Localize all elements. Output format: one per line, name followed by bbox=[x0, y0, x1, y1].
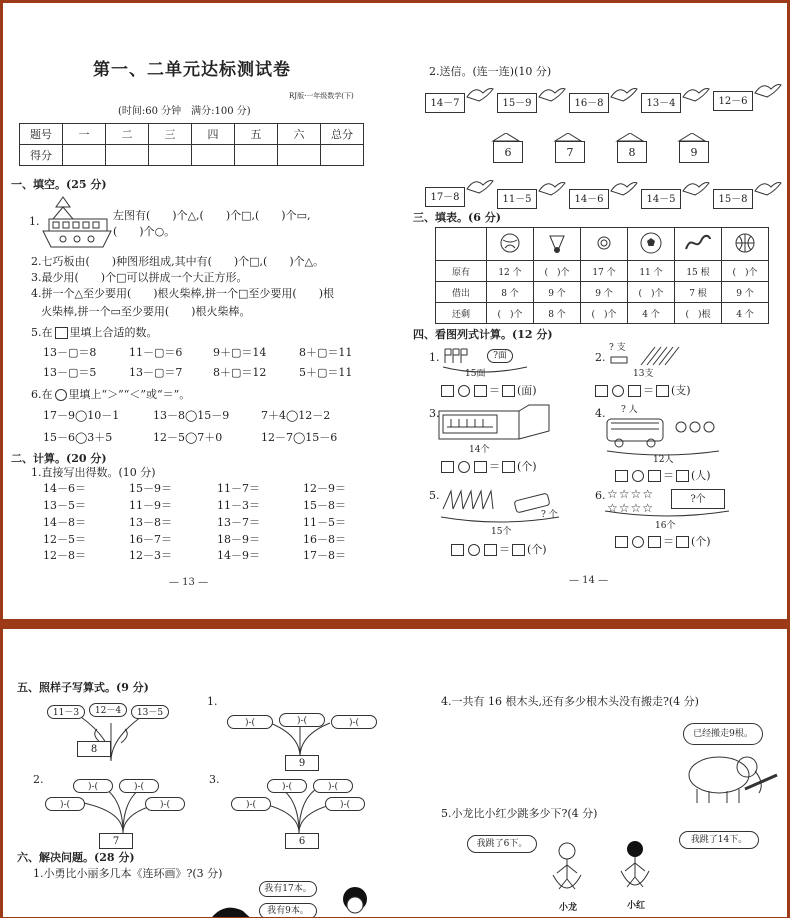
q2-send-heading: 2.送信。(连一连)(10 分) bbox=[429, 65, 552, 78]
q5-item: 13－▢＝7 bbox=[129, 366, 183, 379]
q3-text: 3.最少用( )个□可以拼成一个大正方形。 bbox=[31, 271, 248, 284]
envelope[interactable]: 11－5 bbox=[497, 189, 537, 209]
example-pill: 12－4 bbox=[89, 703, 127, 717]
section-2-heading: 二、计算。(20 分) bbox=[11, 452, 107, 465]
calc-item: 14－8＝ bbox=[43, 516, 86, 529]
envelope[interactable]: 14－5 bbox=[641, 189, 681, 209]
speech-bubble: 我跳了6下。 bbox=[467, 835, 537, 853]
score-cell[interactable] bbox=[106, 145, 149, 166]
calc-item: 13－7＝ bbox=[217, 516, 260, 529]
table-cell: 12 个 bbox=[487, 261, 534, 282]
example-pill: 13－5 bbox=[131, 705, 169, 719]
flower-1-number: 1. bbox=[207, 695, 218, 708]
p-q3-total: 14个 bbox=[469, 445, 490, 455]
score-row-label: 得分 bbox=[20, 145, 63, 166]
table-cell[interactable]: ( )个 bbox=[534, 261, 581, 282]
p-q2-number: 2. bbox=[595, 351, 606, 364]
p-q6-number: 6. bbox=[595, 489, 606, 502]
calc-item: 16－8＝ bbox=[303, 533, 346, 546]
calc-item: 12－3＝ bbox=[129, 549, 172, 562]
q4-line1: 4.拼一个△至少要用( )根火柴棒,拼一个□至少要用( )根 bbox=[31, 287, 335, 300]
score-header-cell: 一 bbox=[63, 124, 106, 145]
q6-item: 13－8◯15－9 bbox=[153, 409, 230, 422]
score-header-cell: 四 bbox=[192, 124, 235, 145]
p-q5-number: 5. bbox=[429, 489, 440, 502]
q6-item: 15－6◯3＋5 bbox=[43, 431, 113, 444]
table-cell: 4 个 bbox=[628, 303, 675, 324]
basketball-icon bbox=[722, 228, 769, 261]
section-5-heading: 五、照样子写算式。(9 分) bbox=[17, 681, 149, 694]
fill-table bbox=[435, 227, 769, 324]
p-q4-total: 12人 bbox=[653, 455, 674, 465]
name-label: 小龙 bbox=[559, 903, 578, 913]
flower-pill[interactable]: )-( bbox=[267, 779, 307, 793]
envelope[interactable]: 14－7 bbox=[425, 93, 465, 113]
football-icon bbox=[628, 228, 675, 261]
section-3-heading: 三、填表。(6 分) bbox=[413, 211, 501, 224]
p-q2-total: 13支 bbox=[633, 369, 654, 379]
p-q6-question: ?个 bbox=[671, 489, 725, 509]
p-q3-number: 3. bbox=[429, 407, 440, 420]
flower-pill[interactable]: )-( bbox=[73, 779, 113, 793]
q6-item: 17－9◯10－1 bbox=[43, 409, 120, 422]
p-q5-question: ? 个 bbox=[541, 510, 558, 520]
boat-shapes-icon bbox=[41, 195, 113, 253]
name-label: 小红 bbox=[627, 901, 646, 911]
flower-pill[interactable]: )-( bbox=[45, 797, 85, 811]
q6-item: 12－5◯7＋0 bbox=[153, 431, 223, 444]
house[interactable]: 7 bbox=[555, 141, 585, 163]
score-header-cell: 二 bbox=[106, 124, 149, 145]
p-q4-unit: (人) bbox=[691, 469, 711, 482]
p-q5-total: 15个 bbox=[491, 527, 512, 537]
elephant-icon bbox=[679, 749, 779, 807]
exam-sheet-bottom bbox=[2, 628, 788, 918]
table-corner bbox=[436, 228, 487, 261]
flower-pill[interactable]: )-( bbox=[313, 779, 353, 793]
row-label: 借出 bbox=[436, 282, 487, 303]
house[interactable]: 8 bbox=[617, 141, 647, 163]
example-pill: 11－3 bbox=[47, 705, 85, 719]
table-cell[interactable]: ( )个 bbox=[487, 303, 534, 324]
calc-item: 16－7＝ bbox=[129, 533, 172, 546]
flower-pill[interactable]: )-( bbox=[331, 715, 377, 729]
jump-rope-icon bbox=[675, 228, 722, 261]
q5-item: 8＋▢＝11 bbox=[299, 346, 353, 359]
row-label: 还剩 bbox=[436, 303, 487, 324]
flower-pill[interactable]: )-( bbox=[119, 779, 159, 793]
table-cell[interactable]: ( )个 bbox=[581, 303, 628, 324]
q5-head: 5.在 bbox=[31, 326, 53, 339]
q6-tail: 里填上“＞”“＜”或“＝”。 bbox=[68, 388, 191, 401]
table-cell: 8 个 bbox=[487, 282, 534, 303]
score-header-cell: 题号 bbox=[20, 124, 63, 145]
exam-sheet-top bbox=[2, 2, 788, 620]
flower-2-number: 2. bbox=[33, 773, 44, 786]
s2-subheading: 1.直接写出得数。(10 分) bbox=[31, 466, 156, 479]
table-cell: 8 个 bbox=[534, 303, 581, 324]
q6-head: 6.在 bbox=[31, 388, 53, 401]
page-number-right: — 14 — bbox=[569, 575, 609, 586]
q4-line2: 火柴棒,拼一个▭至少要用( )根火柴棒。 bbox=[41, 305, 251, 318]
speech-bubble: 我跳了14下。 bbox=[679, 831, 759, 849]
calc-item: 11－3＝ bbox=[217, 499, 260, 512]
envelope[interactable]: 16－8 bbox=[569, 93, 609, 113]
p-q1-unit: (面) bbox=[517, 384, 537, 397]
q5-item: 9＋▢＝14 bbox=[213, 346, 267, 359]
p-q6-answer: ＝ (个) bbox=[613, 535, 711, 549]
score-header-cell: 六 bbox=[278, 124, 321, 145]
p-q3-answer: ＝ (个) bbox=[439, 460, 537, 474]
house[interactable]: 6 bbox=[493, 141, 523, 163]
p-q1-question: ?面 bbox=[487, 349, 513, 363]
pigeon-icon bbox=[753, 79, 783, 103]
calc-item: 11－9＝ bbox=[129, 499, 172, 512]
box-icon bbox=[55, 327, 68, 339]
speech-bubble: 我有9本。 bbox=[259, 903, 317, 918]
envelope[interactable]: 15－9 bbox=[497, 93, 537, 113]
flower-pill[interactable]: )-( bbox=[231, 797, 271, 811]
time-info: (时间:60 分钟 满分:100 分) bbox=[118, 106, 251, 117]
example-pot: 8 bbox=[77, 741, 111, 757]
q1-line1: 左图有( )个△,( )个□,( )个▭, bbox=[113, 209, 311, 222]
p-q3-unit: (个) bbox=[517, 460, 537, 473]
speech-bubble: 已经搬走9根。 bbox=[683, 723, 763, 745]
table-cell[interactable]: ( )个 bbox=[722, 261, 769, 282]
flower-3-number: 3. bbox=[209, 773, 220, 786]
envelope[interactable]: 14－6 bbox=[569, 189, 609, 209]
pigeon-icon bbox=[609, 177, 639, 201]
pigeon-icon bbox=[537, 83, 567, 107]
flower-pill[interactable]: )-( bbox=[279, 713, 325, 727]
volleyball-icon bbox=[487, 228, 534, 261]
p-q4-number: 4. bbox=[595, 407, 606, 420]
pigeon-icon bbox=[609, 83, 639, 107]
p-q1-answer: ＝ (面) bbox=[439, 384, 537, 398]
envelope[interactable]: 17－8 bbox=[425, 187, 465, 207]
calc-item: 18－9＝ bbox=[217, 533, 260, 546]
problem-1-text: 1.小勇比小丽多几本《连环画》?(3 分) bbox=[33, 867, 223, 880]
calc-item: 12－9＝ bbox=[303, 482, 346, 495]
page-title: 第一、二单元达标测试卷 bbox=[93, 60, 291, 80]
speech-bubble: 我有17本。 bbox=[259, 881, 317, 897]
flower-1-pot: 9 bbox=[285, 755, 319, 771]
score-header-cell: 三 bbox=[149, 124, 192, 145]
flower-3-pot: 6 bbox=[285, 833, 319, 849]
p-q4-question: ? 人 bbox=[621, 405, 638, 415]
q2-text: 2.七巧板由( )种图形组成,其中有( )个□,( )个△。 bbox=[31, 255, 325, 268]
calc-item: 14－6＝ bbox=[43, 482, 86, 495]
table-cell: 4 个 bbox=[722, 303, 769, 324]
table-cell: 17 个 bbox=[581, 261, 628, 282]
q6-heading bbox=[31, 388, 190, 402]
marble-icon bbox=[581, 228, 628, 261]
section-1-heading: 一、填空。(25 分) bbox=[11, 178, 107, 191]
calc-item: 12－8＝ bbox=[43, 549, 86, 562]
row-label: 原有 bbox=[436, 261, 487, 282]
calc-item: 13－8＝ bbox=[129, 516, 172, 529]
problem-5-text: 5.小龙比小红少跳多少下?(4 分) bbox=[441, 807, 598, 820]
pigeon-icon bbox=[465, 83, 495, 107]
flower-pill[interactable]: )-( bbox=[227, 715, 273, 729]
bus-icon bbox=[603, 415, 723, 457]
calc-item: 15－8＝ bbox=[303, 499, 346, 512]
edition-label: RJ版·一年级数学(下) bbox=[289, 92, 354, 100]
p-q2-question: ? 支 bbox=[609, 343, 626, 353]
q5-item: 11－▢＝6 bbox=[129, 346, 183, 359]
table-cell: 9 个 bbox=[534, 282, 581, 303]
page-number-left: — 13 — bbox=[169, 577, 209, 588]
p-q1-total: 15面 bbox=[465, 369, 486, 379]
table-cell[interactable]: ( )个 bbox=[628, 282, 675, 303]
score-cell[interactable] bbox=[63, 145, 106, 166]
score-header-cell: 总分 bbox=[321, 124, 364, 145]
p-q6-total: 16个 bbox=[655, 521, 676, 531]
flags-icon bbox=[441, 347, 531, 379]
table-cell: 7 根 bbox=[675, 282, 722, 303]
calc-item: 12－5＝ bbox=[43, 533, 86, 546]
pigeon-icon bbox=[465, 175, 495, 199]
pigeon-icon bbox=[753, 177, 783, 201]
q5-heading bbox=[31, 326, 158, 340]
flower-2-pot: 7 bbox=[99, 833, 133, 849]
calc-item: 13－5＝ bbox=[43, 499, 86, 512]
section-4-heading: 四、看图列式计算。(12 分) bbox=[413, 328, 553, 341]
calc-item: 17－8＝ bbox=[303, 549, 346, 562]
p-q4-answer: ＝ (人) bbox=[613, 469, 711, 483]
q1-number: 1. bbox=[29, 215, 40, 228]
flower-pill[interactable]: )-( bbox=[325, 797, 365, 811]
score-cell[interactable] bbox=[321, 145, 364, 166]
calc-item: 11－5＝ bbox=[303, 516, 346, 529]
p-q5-unit: (个) bbox=[527, 543, 547, 556]
q1-line2: ( )个○。 bbox=[113, 225, 176, 238]
score-table bbox=[19, 123, 364, 166]
q6-item: 7＋4◯12－2 bbox=[261, 409, 331, 422]
problem-4-text: 4.一共有 16 根木头,还有多少根木头没有搬走?(4 分) bbox=[441, 695, 699, 708]
q5-item: 13－▢＝5 bbox=[43, 366, 97, 379]
calc-item: 11－7＝ bbox=[217, 482, 260, 495]
stars-row-1: ☆☆☆☆ bbox=[607, 487, 655, 501]
p-q2-answer: ＝ (支) bbox=[593, 384, 691, 398]
score-header-cell: 五 bbox=[235, 124, 278, 145]
table-cell: 9 个 bbox=[581, 282, 628, 303]
p-q1-number: 1. bbox=[429, 351, 440, 364]
section-6-heading: 六、解决问题。(28 分) bbox=[17, 851, 135, 864]
score-cell[interactable] bbox=[235, 145, 278, 166]
score-cell[interactable] bbox=[192, 145, 235, 166]
q5-item: 8＋▢＝12 bbox=[213, 366, 267, 379]
p-q2-unit: (支) bbox=[671, 384, 691, 397]
q6-item: 12－7◯15－6 bbox=[261, 431, 338, 444]
q5-item: 13－▢＝8 bbox=[43, 346, 97, 359]
table-cell: 11 个 bbox=[628, 261, 675, 282]
circle-icon bbox=[55, 389, 67, 401]
pigeon-icon bbox=[537, 177, 567, 201]
table-cell: 9 个 bbox=[722, 282, 769, 303]
envelope[interactable]: 13－4 bbox=[641, 93, 681, 113]
kids-icon bbox=[203, 881, 383, 918]
envelope[interactable]: 15－8 bbox=[713, 189, 753, 209]
calc-item: 14－9＝ bbox=[217, 549, 260, 562]
shuttlecock-icon bbox=[534, 228, 581, 261]
flower-pill[interactable]: )-( bbox=[145, 797, 185, 811]
house[interactable]: 9 bbox=[679, 141, 709, 163]
toy-box-icon bbox=[437, 403, 553, 449]
p-q5-answer: ＝ (个) bbox=[449, 543, 547, 557]
stars-row-2: ☆☆☆☆ bbox=[607, 501, 655, 515]
q5-tail: 里填上合适的数。 bbox=[69, 326, 158, 339]
table-cell: 15 根 bbox=[675, 261, 722, 282]
score-cell[interactable] bbox=[149, 145, 192, 166]
q5-item: 5＋▢＝11 bbox=[299, 366, 353, 379]
envelope[interactable]: 12－6 bbox=[713, 91, 753, 111]
pigeon-icon bbox=[681, 83, 711, 107]
jumping-kids-icon bbox=[543, 839, 673, 899]
p-q6-unit: (个) bbox=[691, 535, 711, 548]
table-cell[interactable]: ( )根 bbox=[675, 303, 722, 324]
score-cell[interactable] bbox=[278, 145, 321, 166]
pigeon-icon bbox=[681, 177, 711, 201]
calc-item: 15－9＝ bbox=[129, 482, 172, 495]
